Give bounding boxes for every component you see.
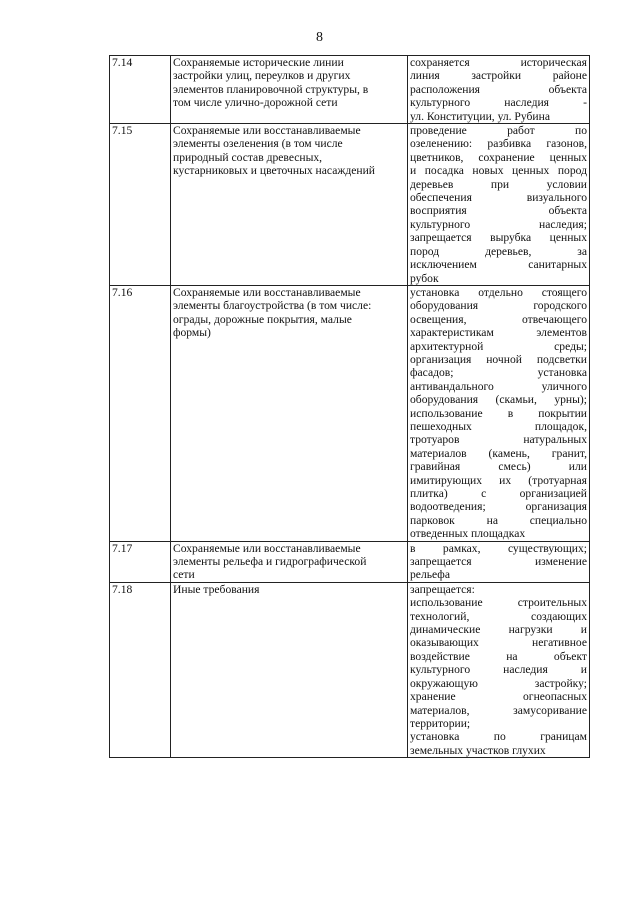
row-number: 7.17 (110, 541, 171, 582)
text-line: земельных участков глухих (410, 743, 546, 757)
name-line: элементы благоустройства (в том числе: (173, 299, 372, 313)
text-line: оборудования городского (410, 299, 587, 313)
requirement-text (408, 56, 590, 124)
text-line: оборудования (скамьи, урны); (410, 393, 587, 407)
text-line: освещения, отвечающего (410, 312, 587, 326)
row-number: 7.14 (110, 56, 171, 124)
text-line: запрещается: (410, 582, 475, 596)
requirement-name (171, 56, 408, 124)
text-line: плитка) с организацией (410, 487, 587, 500)
text-line: озеленению: разбивка газонов, (410, 137, 587, 151)
text-line: запрещается вырубка ценных (410, 231, 587, 245)
text-line: рубок (410, 271, 439, 285)
table-row (110, 541, 590, 582)
requirement-text (408, 541, 590, 582)
name-line: элементов планировочной структуры, в (173, 82, 369, 96)
text-line: характеристикам элементов (410, 326, 587, 340)
text-line: и посадка новых ценных пород (410, 164, 587, 178)
row-number: 7.18 (110, 582, 171, 757)
text-line: в рамках, существующих; (410, 541, 587, 555)
text-line: ул. Конституции, ул. Рубина (410, 109, 550, 123)
requirement-text (408, 124, 590, 286)
name-line: кустарниковых и цветочных насаждений (173, 164, 376, 178)
name-line: застройки улиц, переулков и других (173, 69, 351, 83)
name-line: Сохраняемые или восстанавливаемые (173, 285, 361, 299)
name-line: Сохраняемые или восстанавливаемые (173, 541, 361, 555)
text-line: использование в покрытии (410, 406, 587, 420)
text-line: обеспечения визуального (410, 191, 587, 205)
text-line: парковок на специально (410, 513, 587, 527)
text-line: сохраняется историческая (410, 56, 587, 69)
name-line: Иные требования (173, 582, 260, 596)
text-line: архитектурной среды; (410, 339, 587, 353)
requirement-name (171, 285, 408, 541)
text-line: цветников, сохранение ценных (410, 150, 587, 164)
name-line: элементы озеленения (в том числе (173, 137, 343, 151)
text-line: организация ночной подсветки (410, 352, 587, 366)
text-line: технологий, создающих (410, 609, 587, 623)
text-line: водоотведения; организация (410, 500, 587, 514)
requirement-text (408, 285, 590, 541)
text-line: окружающую застройку; (410, 676, 587, 690)
text-line: восприятия объекта (410, 204, 587, 218)
table-row (110, 124, 590, 286)
text-line: антивандального уличного (410, 379, 587, 393)
table-row (110, 582, 590, 757)
text-line: материалов, замусоривание (410, 703, 587, 717)
text-line: расположения объекта (410, 82, 587, 96)
table-row (110, 285, 590, 541)
text-line: культурного наследия; (410, 217, 587, 231)
text-line: проведение работ по (410, 124, 587, 138)
text-line: установка по границам (410, 730, 587, 744)
text-line: пород деревьев, за (410, 244, 587, 258)
requirements-table (109, 55, 590, 758)
text-line: оказывающих негативное (410, 636, 587, 650)
text-line: отведенных площадках (410, 527, 526, 541)
name-line: Сохраняемые исторические линии (173, 56, 344, 69)
text-line: хранение огнеопасных (410, 690, 587, 704)
text-line: динамические нагрузки и (410, 623, 587, 637)
requirement-name (171, 124, 408, 286)
name-line: том числе улично-дорожной сети (173, 96, 338, 110)
text-line: имитирующих их (тротуарная (410, 473, 587, 487)
name-line: элементы рельефа и гидрографической (173, 555, 367, 569)
text-line: фасадов; установка (410, 366, 587, 380)
requirement-name (171, 541, 408, 582)
text-line: воздействие на объект (410, 649, 587, 663)
name-line: ограды, дорожные покрытия, малые (173, 312, 352, 326)
requirement-text (408, 582, 590, 757)
text-line: тротуаров натуральных (410, 433, 587, 447)
name-line: формы) (173, 326, 211, 340)
page-number: 8 (316, 30, 323, 45)
text-line: территории; (410, 716, 471, 730)
name-line: природный состав древесных, (173, 150, 323, 164)
text-line: исключением санитарных (410, 258, 587, 272)
text-line: материалов (камень, гранит, (410, 446, 587, 460)
text-line: рельефа (410, 568, 450, 582)
row-number: 7.16 (110, 285, 171, 541)
text-line: использование строительных (410, 596, 587, 610)
text-line: культурного наследия и (410, 663, 587, 677)
text-line: пешеходных площадок, (410, 419, 587, 433)
text-line: запрещается изменение (410, 555, 587, 569)
text-line: деревьев при условии (410, 177, 587, 191)
table-row (110, 56, 590, 124)
text-line: установка отдельно стоящего (410, 285, 587, 299)
row-number: 7.15 (110, 124, 171, 286)
name-line: сети (173, 568, 195, 582)
text-line: культурного наследия - (410, 96, 587, 110)
text-line: линия застройки районе (410, 69, 587, 83)
name-line: Сохраняемые или восстанавливаемые (173, 124, 361, 138)
requirement-name (171, 582, 408, 757)
text-line: гравийная смесь) или (410, 460, 587, 474)
